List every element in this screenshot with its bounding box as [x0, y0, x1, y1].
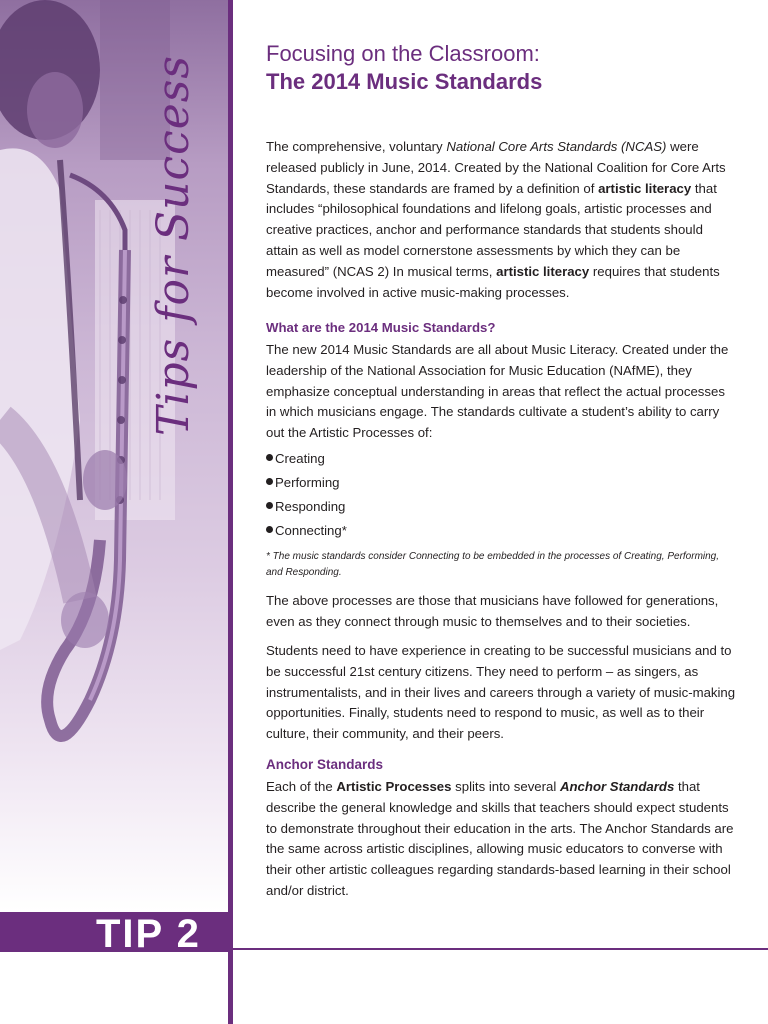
artistic-literacy-term: artistic literacy [598, 180, 692, 196]
tip-bar-fill [0, 912, 232, 956]
process-label: Creating [275, 451, 325, 466]
anchor-paragraph [266, 777, 736, 902]
footnote: * The music standards consider Connecting to be embedded in the processes of Creating, Performing, and Responding. [266, 551, 720, 578]
ncas-term: National Core Arts Standards (NCAS) [446, 139, 667, 154]
tip-bar [0, 912, 768, 956]
header-subtitle: Focusing on the Classroom: [266, 41, 540, 66]
bullet-icon [266, 454, 273, 461]
anchor-text-3: that describe the general knowledge and skills that teachers should expect students to demonstrate throughout their education in the arts. The Anchor Standards are the same across artistic disciplines, allowing music educators to converse with their other artistic colleagues regarding standards-based learning in their school and/or district. [266, 779, 734, 898]
intro-paragraph [266, 137, 736, 303]
artistic-processes-term: Artistic Processes [336, 779, 452, 794]
process-label: Connecting* [275, 523, 347, 538]
artistic-processes-list [266, 447, 347, 543]
vertical-title [143, 40, 203, 450]
intro-text-4: requires that students become involved in active music-making processes. [266, 263, 720, 300]
tips-for-success-title: Tips for Success [147, 54, 199, 436]
bullet-icon [266, 478, 273, 485]
list-item [266, 447, 347, 471]
list-item [266, 495, 347, 519]
list-item [266, 519, 347, 543]
bullet-icon [266, 502, 273, 509]
section-heading-standards: What are the 2014 Music Standards? [266, 320, 496, 335]
artistic-literacy-term-2: artistic literacy [496, 263, 590, 279]
tip-label: TIP 2 [96, 912, 201, 956]
standards-paragraph: The new 2014 Music Standards are all about Music Literacy. Created under the leadership of the National Association for Music Education (NAfME), they emphasize conceptual understanding in areas that reflect the actual processes in which musicians engage. The standards cultivate a student’s ability to carry out the Artistic Processes of: [266, 342, 729, 441]
page-header [266, 40, 736, 96]
anchor-text-2: splits into several [451, 779, 560, 794]
vertical-divider [228, 0, 233, 1024]
process-label: Performing [275, 475, 340, 490]
page-title: The 2014 Music Standards [266, 69, 543, 94]
students-paragraph: Students need to have experience in creating to be successful musicians and to be successful 21st century citizens. They need to perform – as singers, as instrumentalists, and in their lives and careers through a variety of music-making opportunities. Finally, students need to respond to music, as well as to their culture, their community, and their peers. [266, 643, 736, 742]
section-heading-anchor: Anchor Standards [266, 757, 384, 772]
anchor-standards-term: Anchor Standards [559, 779, 675, 794]
tip-bar-line [232, 948, 768, 950]
intro-text-1: The comprehensive, voluntary [266, 139, 447, 154]
list-item [266, 471, 347, 495]
intro-text-2: were released publicly in June, 2014. Created by the National Coalition for Core Arts Standards, these standards are framed by a definition of [266, 139, 726, 196]
intro-text-3: that includes “philosophical foundations and lifelong goals, artistic processes and creative practices, anchor and performance standards that students should attain as well as model cornerstone assessments by which they can be measured” (NCAS 2) In musical terms, [266, 180, 717, 279]
processes-paragraph: The above processes are those that musicians have followed for generations, even as they connect through music to themselves and to their societies. [266, 593, 719, 629]
bullet-icon [266, 526, 273, 533]
anchor-text-1: Each of the [266, 779, 337, 794]
process-label: Responding [275, 499, 346, 514]
